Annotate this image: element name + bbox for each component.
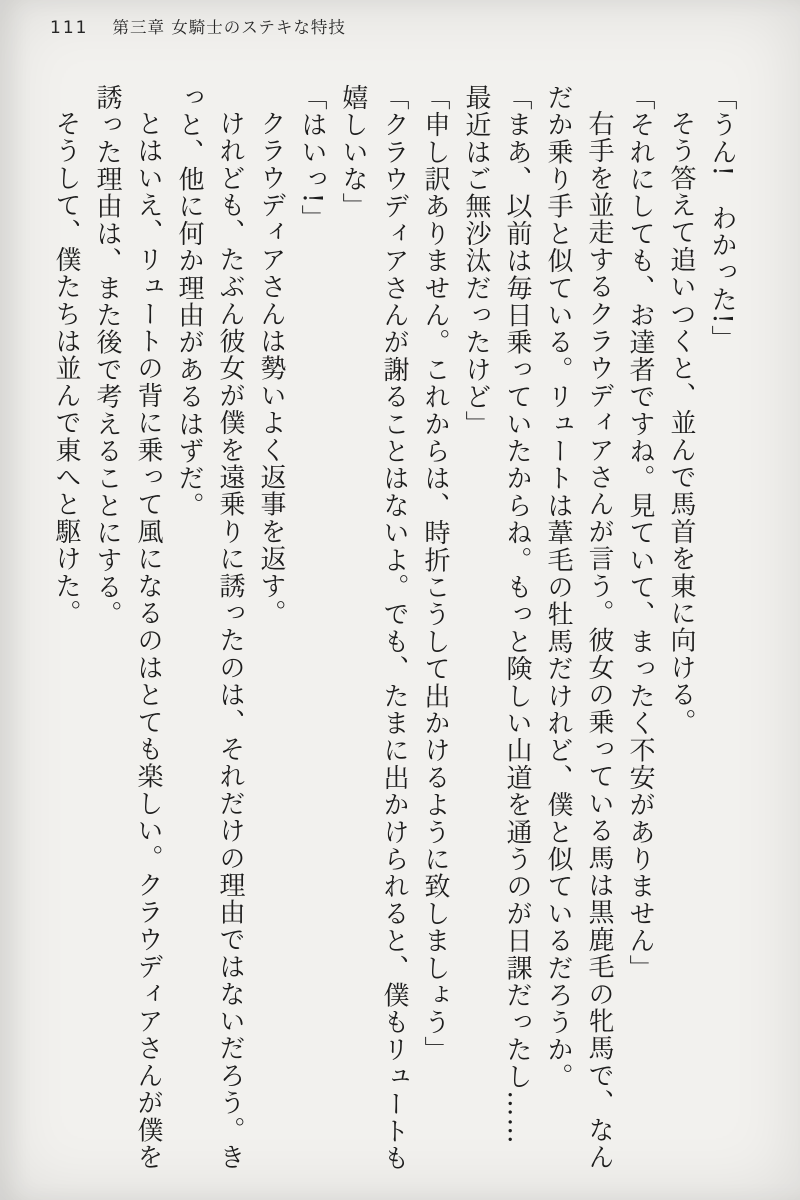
text-line: 「うん! わかった!」 — [707, 84, 737, 353]
text-line: 「申し訳ありません。これからは、時折こうして出かけるように致しましょう」 — [420, 84, 450, 1064]
text-line: けれども、たぶん彼女が僕を遠乗りに誘ったのは、それだけの理由ではないだろう。き — [215, 110, 245, 1171]
chapter-title: 第三章 女騎士のステキな特技 — [112, 18, 346, 37]
text-line: 「それにしても、お達者ですね。見ていて、まったく不安がありません」 — [625, 84, 655, 982]
text-line: 「まあ、以前は毎日乗っていたからね。もっと険しい山道を通うのが日課だったし…… — [502, 84, 532, 1145]
running-head — [50, 14, 346, 38]
text-line: っと、他に何か理由があるはずだ。 — [174, 84, 204, 520]
text-line: だか乗り手と似ている。リュートは葦毛の牡馬だけれど、僕と似ているだろうか。 — [543, 84, 573, 1091]
text-line: 「はいっ!」 — [297, 84, 327, 232]
page-number: 111 — [50, 18, 89, 38]
text-line: 嬉しいな」 — [338, 84, 368, 220]
text-line: 「クラウディアさんが謝ることはないよ。でも、たまに出かけられると、僕もリュートも — [379, 84, 409, 1172]
text-line: そうして、僕たちは並んで東へと駆けた。 — [51, 110, 81, 627]
text-line: 誘った理由は、また後で考えることにする。 — [92, 84, 122, 628]
text-line: そう答えて追いつくと、並んで馬首を東に向ける。 — [666, 110, 696, 736]
text-line: とはいえ、リュートの背に乗って風になるのはとても楽しい。クラウディアさんが僕を — [133, 110, 163, 1171]
body-text — [42, 84, 742, 1192]
text-line: クラウディアさんは勢いよく返事を返す。 — [256, 110, 286, 627]
text-line: 右手を並走するクラウディアさんが言う。彼女の乗っている馬は黒鹿毛の牝馬で、なん — [584, 110, 614, 1171]
text-line: 最近はご無沙汰だったけど」 — [461, 84, 491, 438]
